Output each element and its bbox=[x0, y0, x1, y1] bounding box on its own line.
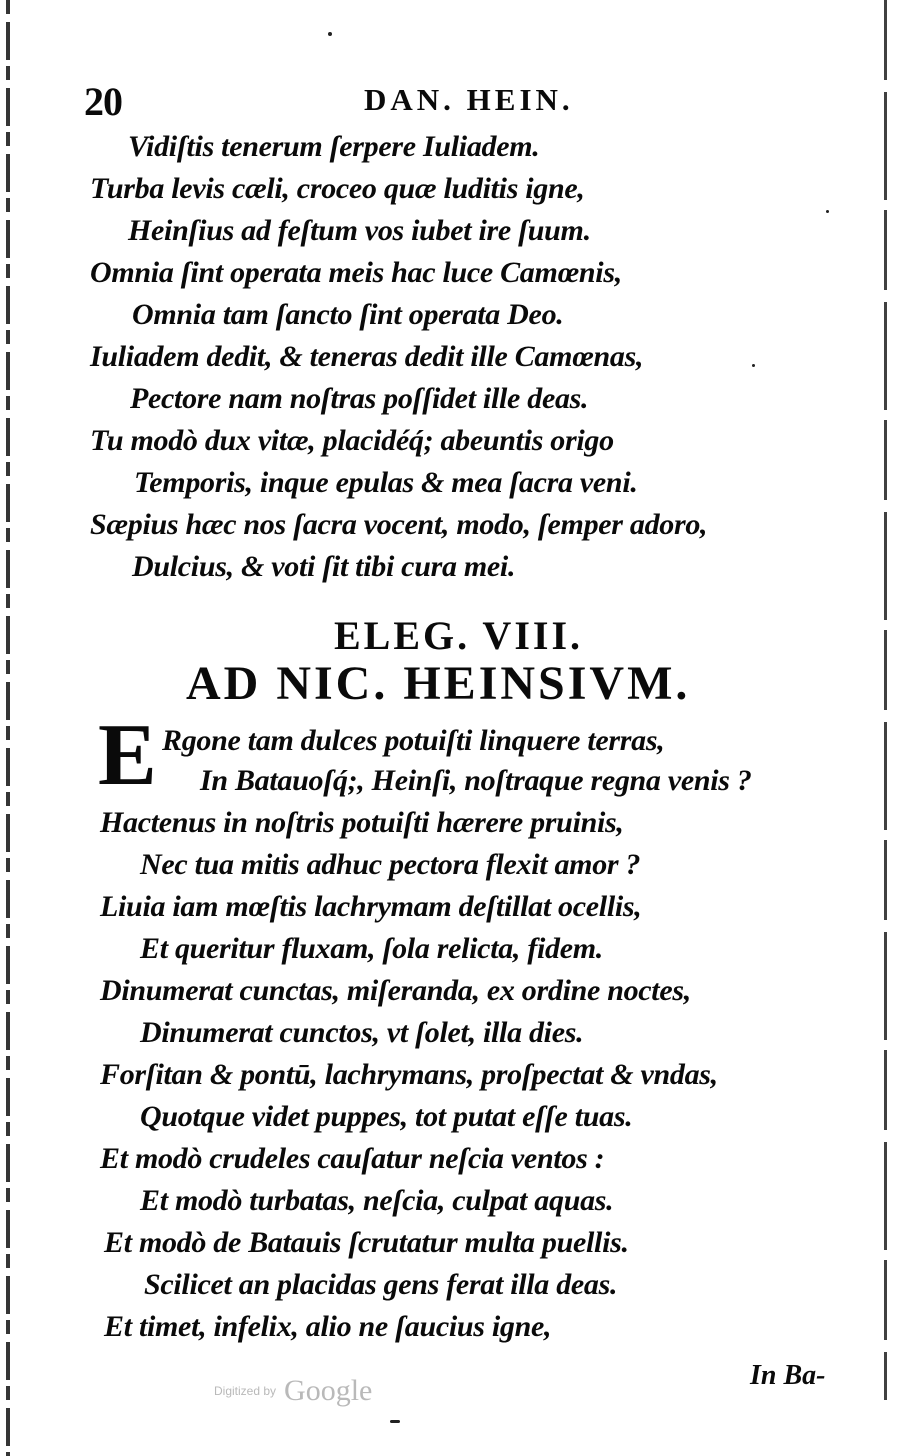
verse-line: Iuliadem dedit, & teneras dedit ille Camœnas, bbox=[90, 340, 644, 373]
ink-speck bbox=[752, 364, 755, 367]
verse-line: Liuia iam mœſtis lachrymam deſtillat ocellis, bbox=[100, 890, 642, 923]
verse-line: Pectore nam noſtras poſſidet ille deas. bbox=[130, 382, 589, 415]
drop-cap: E bbox=[98, 707, 157, 804]
page-edge-right bbox=[884, 0, 887, 1400]
elegy-title: AD NIC. HEINSIVM. bbox=[186, 657, 691, 710]
verse-line: Et modò crudeles cauſatur neſcia ventos : bbox=[100, 1142, 605, 1175]
verse-line: Turba levis cæli, croceo quæ luditis igne, bbox=[90, 172, 585, 205]
verse-line: Heinſius ad feſtum vos iubet ire ſuum. bbox=[128, 214, 591, 247]
verse-line: Forſitan & pontū, lachrymans, proſpectat & vndas, bbox=[100, 1058, 718, 1091]
verse-line: Tu modò dux vitæ, placidéq́; abeuntis origo bbox=[90, 424, 614, 457]
verse-line: Dinumerat cunctos, vt ſolet, illa dies. bbox=[140, 1016, 584, 1049]
verse-line: In Batauoſq́;, Heinſi, noſtraque regna venis ? bbox=[200, 764, 752, 797]
verse-line: Omnia ſint operata meis hac luce Camœnis, bbox=[90, 256, 622, 289]
verse-line: Et modò turbatas, neſcia, culpat aquas. bbox=[140, 1184, 614, 1217]
page-edge-left bbox=[6, 0, 10, 1456]
verse-line: Quotque videt puppes, tot putat eſſe tuas. bbox=[140, 1100, 633, 1133]
verse-line: Omnia tam ſancto ſint operata Deo. bbox=[132, 298, 564, 331]
google-watermark bbox=[214, 1374, 372, 1408]
page-number: 20 bbox=[84, 79, 122, 124]
verse-line: Et modò de Batauis ſcrutatur multa puellis. bbox=[104, 1226, 629, 1259]
ink-speck bbox=[826, 210, 829, 213]
verse-line: Sæpius hæc nos ſacra vocent, modo, ſemper adoro, bbox=[90, 508, 708, 541]
elegy-number: ELEG. VIII. bbox=[334, 613, 584, 658]
verse-line: Nec tua mitis adhuc pectora flexit amor ? bbox=[140, 848, 641, 881]
watermark-small-text: Digitized by bbox=[214, 1384, 277, 1398]
ink-speck bbox=[390, 1420, 400, 1423]
verse-line: Et timet, infelix, alio ne ſaucius igne, bbox=[104, 1310, 552, 1343]
verse-line: Vidiſtis tenerum ſerpere Iuliadem. bbox=[128, 130, 540, 163]
catchword: In Ba- bbox=[750, 1360, 826, 1391]
running-head: DAN. HEIN. bbox=[364, 82, 574, 117]
verse-line: Dulcius, & voti ſit tibi cura mei. bbox=[132, 550, 516, 583]
verse-line: Rgone tam dulces potuiſti linquere terras, bbox=[162, 724, 665, 757]
verse-line: Temporis, inque epulas & mea ſacra veni. bbox=[134, 466, 638, 499]
verse-line: Et queritur fluxam, ſola relicta, fidem. bbox=[140, 932, 604, 965]
verse-line: Dinumerat cunctas, miſeranda, ex ordine noctes, bbox=[100, 974, 691, 1007]
ink-speck bbox=[328, 32, 332, 36]
verse-line: Scilicet an placidas gens ferat illa deas. bbox=[144, 1268, 618, 1301]
verse-line: Hactenus in noſtris potuiſti hærere pruinis, bbox=[100, 806, 624, 839]
watermark-logo-text: Google bbox=[284, 1374, 373, 1407]
